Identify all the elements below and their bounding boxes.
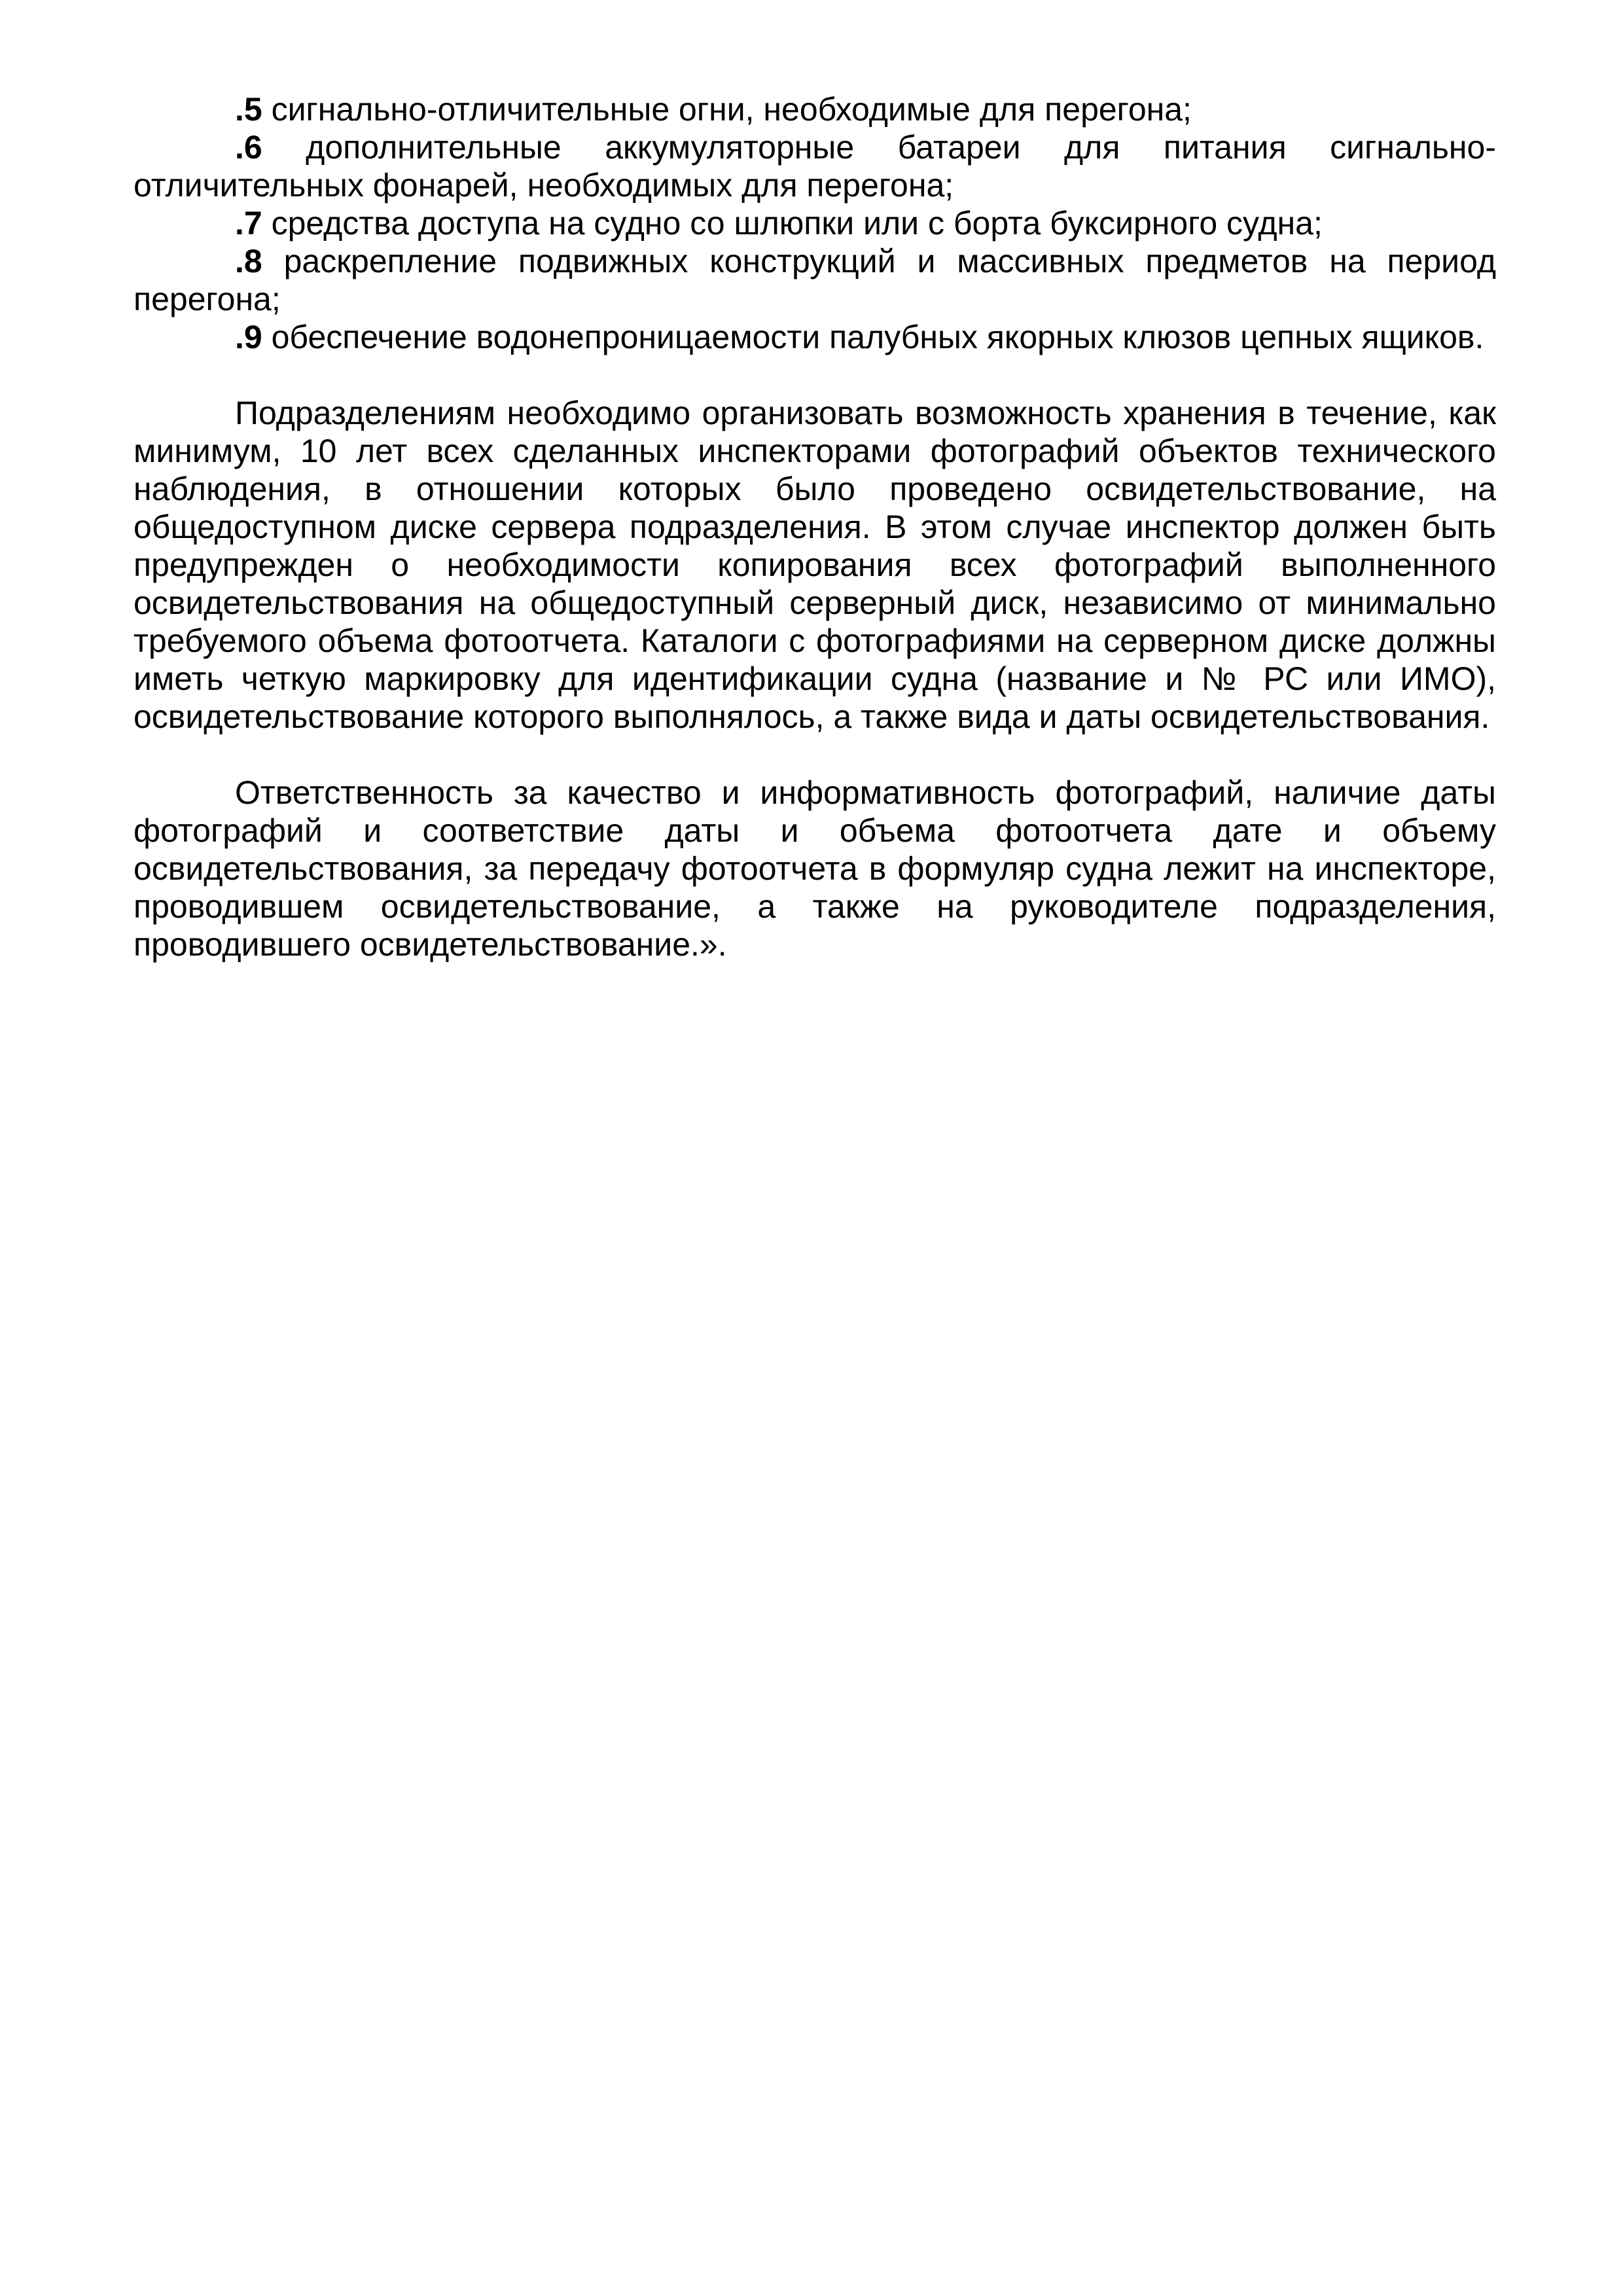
- paragraph-spacer: [134, 356, 1496, 394]
- list-item-text: дополнительные аккумуляторные батареи для питания сигнально-отличительных фонарей, необходимых для перегона;: [134, 129, 1496, 204]
- list-item: [134, 242, 1496, 318]
- paragraph-spacer: [134, 736, 1496, 774]
- list-item: [134, 204, 1496, 242]
- list-item-text: средства доступа на судно со шлюпки или с борта буксирного судна;: [262, 205, 1323, 242]
- list-item-number: .9: [235, 319, 262, 355]
- list-item-number: .5: [235, 91, 262, 128]
- document-body: [134, 90, 1496, 963]
- paragraph-responsibility: Ответственность за качество и информативность фотографий, наличие даты фотографий и соответствие даты и объема фотоотчета дате и объему освидетельствования, за передачу фотоотчета в формуляр судна лежит на инспекторе, проводившем освидетельствование, а также на руководителе подразделения, проводившего освидетельствование.».: [134, 774, 1496, 963]
- paragraph-photo-storage: Подразделениям необходимо организовать возможность хранения в течение, как минимум, 10 лет всех сделанных инспекторами фотографий объектов технического наблюдения, в отношении которых было проведено освидетельствование, на общедоступном диске сервера подразделения. В этом случае инспектор должен быть предупрежден о необходимости копирования всех фотографий выполненного освидетельствования на общедоступный серверный диск, независимо от минимально требуемого объема фотоотчета. Каталоги с фотографиями на серверном диске должны иметь четкую маркировку для идентификации судна (название и № РС или ИМО), освидетельствование которого выполнялось, а также вида и даты освидетельствования.: [134, 395, 1496, 735]
- list-item: [134, 90, 1496, 128]
- list-item: [134, 128, 1496, 204]
- list-item-text: раскрепление подвижных конструкций и массивных предметов на период перегона;: [134, 243, 1496, 317]
- list-item-number: .8: [235, 243, 262, 279]
- list-item-number: .6: [235, 129, 262, 166]
- list-item-text: сигнально-отличительные огни, необходимые для перегона;: [262, 91, 1192, 128]
- list-item-number: .7: [235, 205, 262, 242]
- list-item: [134, 318, 1496, 356]
- list-item-text: обеспечение водонепроницаемости палубных якорных клюзов цепных ящиков.: [262, 319, 1484, 355]
